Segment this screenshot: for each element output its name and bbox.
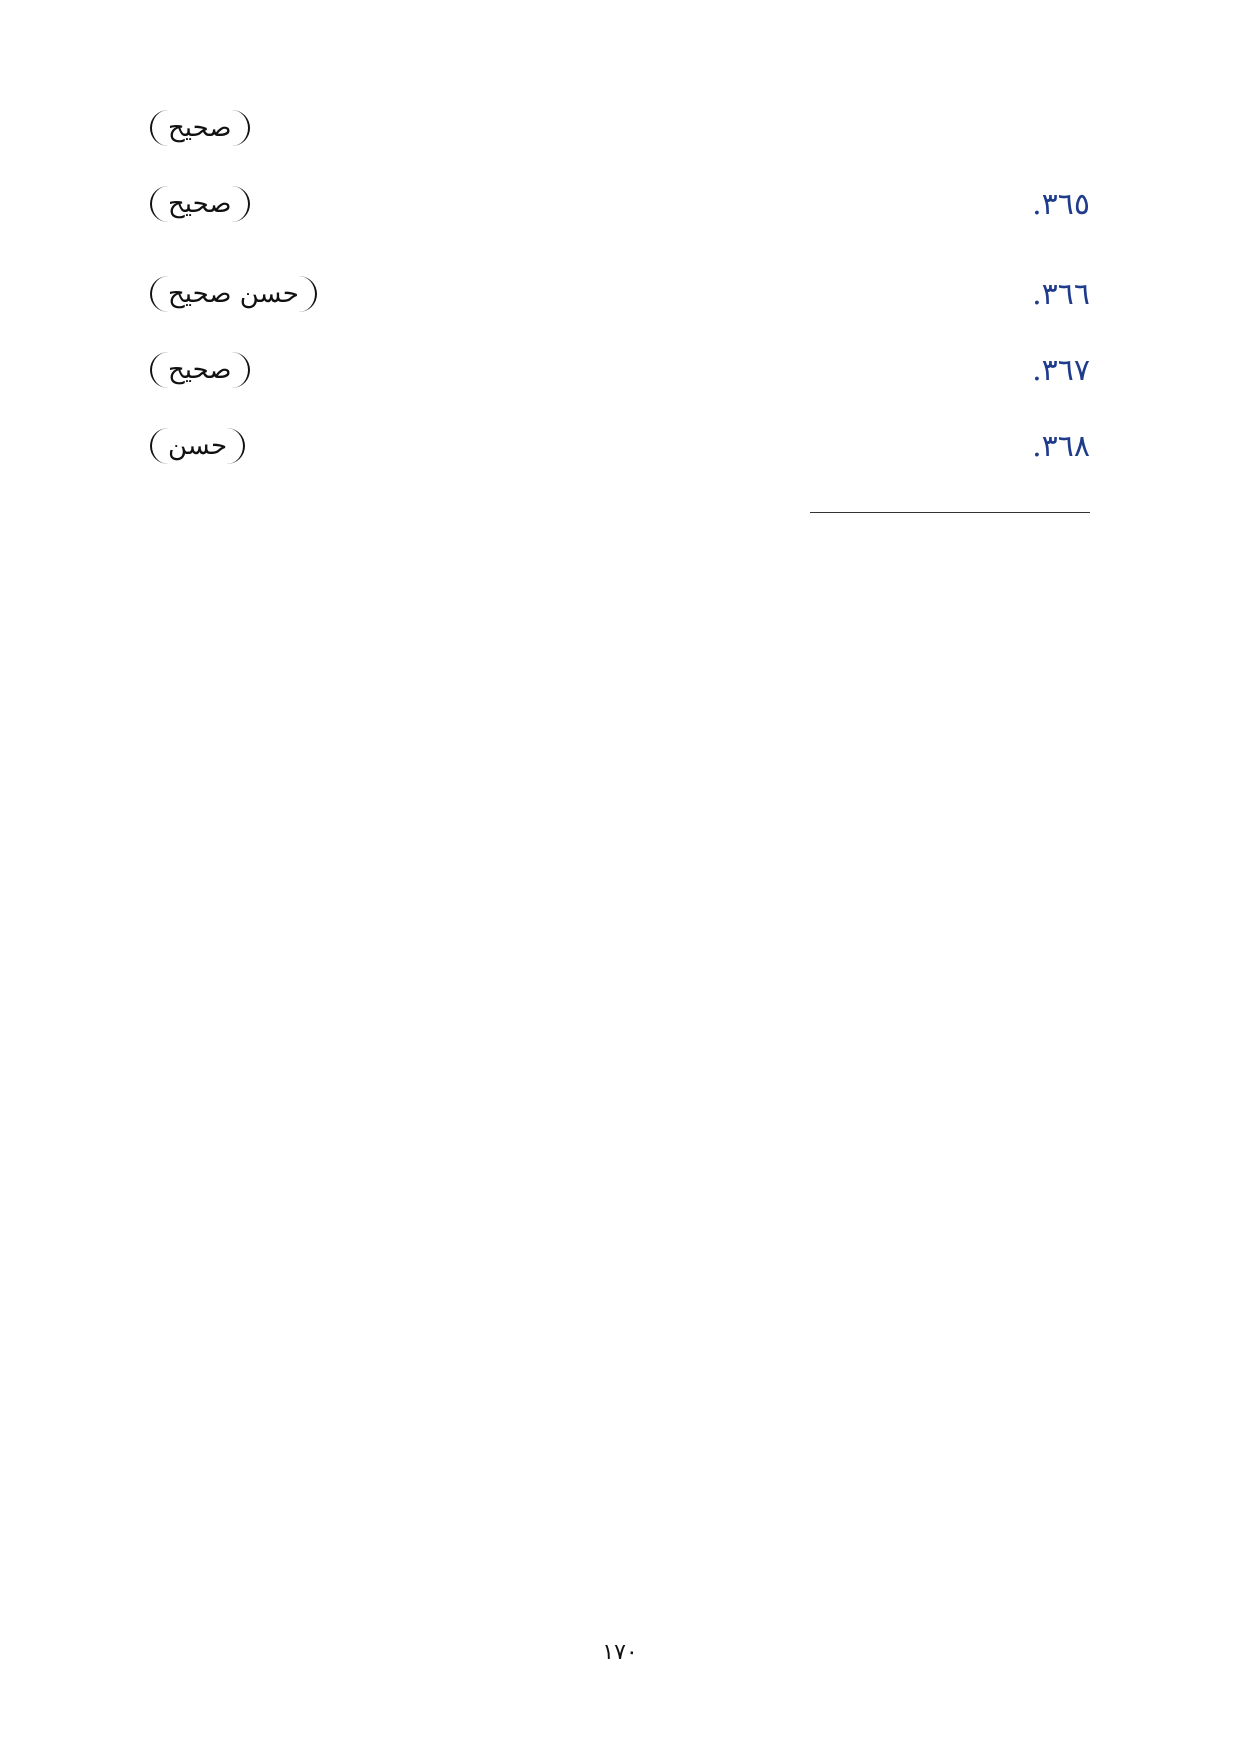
footnote-divider — [810, 512, 1090, 513]
hadith-paragraph — [150, 176, 1090, 234]
hadith-number: ٣٦٥. — [1032, 187, 1090, 222]
hadith-paragraph — [150, 266, 1090, 324]
grade-badge: صحيح — [150, 186, 250, 222]
grade-badge: حسن — [150, 428, 245, 464]
hadith-number: ٣٦٦. — [1032, 277, 1090, 312]
hadith-paragraph — [150, 342, 1090, 400]
hadith-paragraph — [150, 100, 1090, 158]
document-page — [150, 100, 1090, 1700]
grade-badge: صحيح — [150, 110, 250, 146]
grade-badge: صحيح — [150, 352, 250, 388]
main-text — [150, 100, 1090, 476]
page-number: ١٧٠ — [602, 1640, 638, 1665]
hadith-paragraph — [150, 418, 1090, 476]
hadith-number: ٣٦٧. — [1032, 353, 1090, 388]
hadith-number: ٣٦٨. — [1032, 429, 1090, 464]
grade-badge: حسن صحيح — [150, 276, 317, 312]
